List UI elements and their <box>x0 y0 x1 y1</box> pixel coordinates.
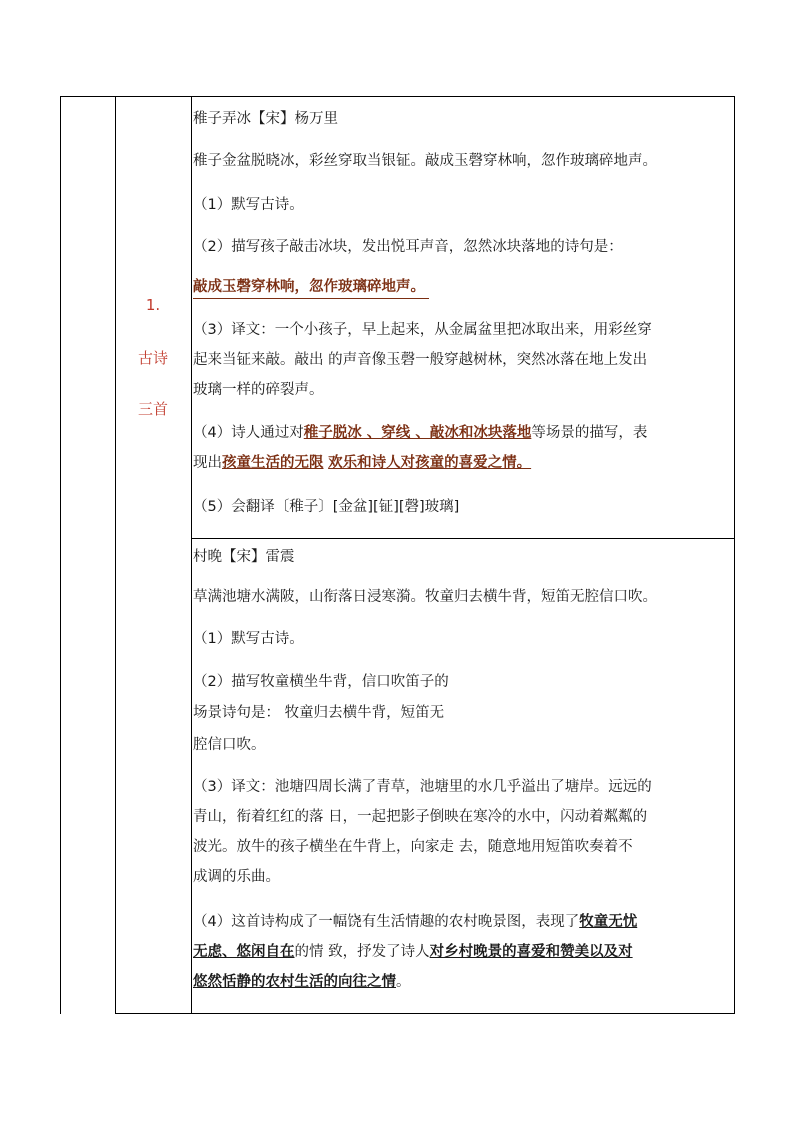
poem1-q3-line2: 起来当钲来敲。敲出 的声音像玉磬一般穿越树林，突然冰落在地上发出 <box>193 352 648 368</box>
poem1-q4-line1 <box>193 418 647 448</box>
column-divider-1 <box>115 96 116 1014</box>
column-divider-2 <box>191 96 192 1014</box>
poem1-q3-line3: 玻璃一样的碎裂声。 <box>193 382 324 398</box>
answer-blank: 欢乐和诗人对孩童的喜爱之情。 <box>328 455 532 471</box>
poem2-text: 草满池塘水满陂，山衔落日浸寒漪。牧童归去横牛背，短笛无腔信口吹。 <box>193 589 657 605</box>
poem1-q5: （5）会翻译〔稚子〕[金盆][钲][磬]玻璃] <box>193 499 460 515</box>
poem2-q3-line4: 成调的乐曲。 <box>193 869 280 885</box>
table-left-border <box>60 96 61 1014</box>
q4-prefix: （4）这首诗构成了一幅饶有生活情趣的农村晚景图，表现了 <box>193 914 580 930</box>
table-right-border <box>734 96 735 1014</box>
answer-blank: 悠然恬静的农村生活的向往之情 <box>193 974 396 990</box>
poem1-q4-line2 <box>193 448 531 478</box>
answer-blank: 对乡村晚景的喜爱和赞美以及对 <box>429 944 633 960</box>
poem1-cell <box>193 104 733 534</box>
q4-line2-prefix: 现出 <box>193 455 222 471</box>
q4-end: 。 <box>396 974 411 990</box>
q4-middle: 等场景的描写，表 <box>531 425 648 441</box>
poem2-title: 村晚【宋】雷震 <box>193 549 295 565</box>
answer-blank: 稚子脱冰 、穿线 、敲冰和冰块落地 <box>303 425 532 441</box>
poem1-q1: （1）默写古诗。 <box>193 197 304 213</box>
poem1-text: 稚子金盆脱晓冰，彩丝穿取当银钲。敲成玉磬穿林响，忽作玻璃碎地声。 <box>193 153 657 169</box>
poem2-q4-line3 <box>193 967 411 997</box>
poem2-q2-line3: 腔信口吹。 <box>193 737 266 753</box>
row-divider <box>191 538 734 539</box>
poem2-q4-line1 <box>193 907 637 937</box>
answer-blank: 敲成玉磬穿林响，忽作玻璃碎地声。 <box>193 276 429 299</box>
poem1-title: 稚子弄冰【宋】杨万里 <box>193 111 338 127</box>
lesson-title-line2: 三首 <box>137 400 168 418</box>
poem2-q3-line1: （3）译文：池塘四周长满了青草，池塘里的水几乎溢出了塘岸。远远的 <box>193 779 652 795</box>
poem2-cell <box>193 542 733 1010</box>
answer-blank: 牧童无忧 <box>579 914 638 930</box>
poem2-q4-line2 <box>193 937 633 967</box>
table-bottom-border <box>116 1013 734 1014</box>
poem1-q2: （2）描写孩子敲击冰块，发出悦耳声音，忽然冰块落地的诗句是： <box>193 239 623 255</box>
poem2-q2-line2: 场景诗句是： 牧童归去横牛背，短笛无 <box>193 705 445 721</box>
q4-prefix: （4）诗人通过对 <box>193 425 304 441</box>
lesson-title-line1: 古诗 <box>137 349 168 367</box>
poem2-q3-line3: 波光。放牛的孩子横坐在牛背上，向家走 去，随意地用短笛吹奏着不 <box>193 839 633 855</box>
answer-blank: 无虑、悠闲自在 <box>193 944 295 960</box>
q4-middle: 的情 致，抒发了诗人 <box>294 944 430 960</box>
answer-blank: 孩童生活的无限 <box>222 455 324 471</box>
poem2-q3-line2: 青山，衔着红红的落 日，一起把影子倒映在寒冷的水中，闪动着粼粼的 <box>193 809 648 825</box>
poem2-q1: （1）默写古诗。 <box>193 631 304 647</box>
poem1-q2-answer <box>193 272 429 302</box>
poem2-q2-line1: （2）描写牧童横坐牛背，信口吹笛子的 <box>193 674 449 690</box>
lesson-number: 1. <box>145 296 161 314</box>
poem1-q3-line1: （3）译文：一个小孩子，早上起来，从金属盆里把冰取出来，用彩丝穿 <box>193 322 652 338</box>
table-top-border <box>60 96 734 97</box>
